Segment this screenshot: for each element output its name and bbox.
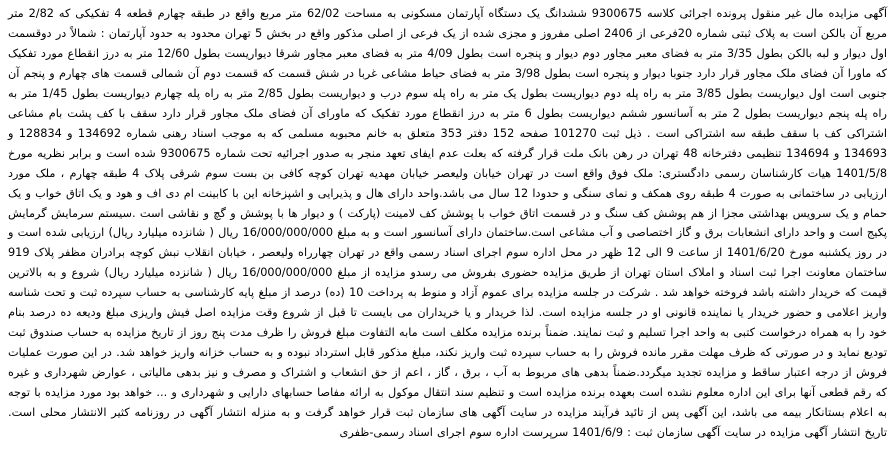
auction-notice-text: آگهی مزایده مال غیر منقول پرونده اجرائی کلاسه 9300675 ششدانگ یک دستگاه آپارتمان مسکونی به مساحت 62/02 متر مربع واقع در طبقه چهارم قطعه 4 تفکیکی که 2/82 متر مربع آن بالکن است به پلاک ثبتی شماره 20فرعی از 2406 اصلی مفروز و مجزی شده از یک فرعی از اصلی مذکور واقع در بخش 5 تهران محدود به حدود آپارتمان : شمالاً در دوقسمت اول دیوار و لبه بالکن بطول 3/35 متر به فضای معبر مجاور دوم دیوار و پنجره است بطول 4/09 متر به فضای معبر مجاور شرقا دیواریست بطول 12/60 متر به درز انقطاع مورد تفکیک که ماورا آن فضای ملک مجاور قرار دارد جنوبا دیوار و پنجره است بطول 3/98 متر به فضای حیاط مشاعی غربا در شش قسمت که قسمت دوم آن شمالی قسمت های چهارم و پنجم آن جنوبی است اول دیواریست بطول 3/85 متر به راه پله دوم دیواریست بطول یک متر به راه پله سوم درب و دیواریست بطول 2/85 متر به راه پله چهارم دیواریست بطول 1/45 متر به راه پله پنجم دیواریست بطول 2 متر به آسانسور ششم دیواریست بطول 6 متر به درز انقطاع مورد تفکیک که ماورای آن فضای ملک مجاور قرار دارد سقف با کف پشت بام مشاعی اشتراکی کف با سقف طبقه سه اشتراکی است . ذیل ثبت 101270 صفحه 152 دفتر 353 متعلق به خانم محبوبه مسلمی که به موجب اسناد رهنی شماره 134692 و 128834 و 134693 و 134694 تنظیمی دفترخانه 48 تهران در رهن بانک ملت قرار گرفته که بعلت عدم ایفای تعهد منجر به صدور اجرائیه تحت شماره 9300675 شده است و برابر نظریه مورخ 1401/5/8 هیات کارشناسان رسمی دادگستری: ملک فوق واقع است در تهران خیابان ولیعصر خیابان مهدیه تهران کوچه کافی بن بست سوم شرقی پلاک 4 طبقه چهارم ، ملک مورد ارزیابی در ساختمانی به صورت 4 طبقه روی همکف و نمای سنگی و حدودا 12 سال می باشد.واحد دارای هال و پذیرایی و اشپزخانه این با کابینت ام دی اف و هود و یک اتاق خواب و یک حمام و یک سرویس بهداشتی مجزا از هم پوشش کف سنگ و در قسمت اتاق خواب با پوشش کف لامینت (پارکت ) و دیوار ها با پوشش و گچ و نقاشی است .سیستم سرمایش گرمایش پکیج است و واحد دارای انشعابات برق و گاز اختصاصی و آب مشاعی است.ساختمان دارای آسانسور است و به مبلغ 16/000/000/000 ریال ( شانزده میلیارد ریال) ارزیابی شده است و در روز یکشنبه مورخ 1401/6/20 از ساعت 9 الی 12 ظهر در محل اداره سوم اجرای اسناد رسمی واقع در تهران چهارراه ولیعصر ، خیابان انقلاب نبش کوچه برادران مظفر پلاک 919 ساختمان معاونت اجرا ثبت اسناد و املاک استان تهران از طریق مزایده حضوری بفروش می رسدو مزایده از مبلغ 16/000/000/000 ریال ( شانزده میلیارد ریال) شروع و به بالاترین قیمت که خریدار داشته باشد فروخته خواهد شد . شرکت در جلسه مزایده برای عموم آزاد و منوط به پرداخت 10 (ده) درصد از مبلغ پایه کارشناسی به حساب سپرده ثبت و تحت شناسه واریز اعلامی و حضور خریدار یا نماینده قانونی او در جلسه مزایده است. لذا خریدار و یا خریداران می بایست تا قبل از شروع وقت مزایده اصل فیش واریزی مبلغ ودیعه ده درصد بنام خود را به همراه درخواست کتبی به واحد اجرا تسلیم و ثبت نمایند. ضمناً برنده مزایده مکلف است مابه التفاوت مبلغ فروش را ظرف مدت پنج روز از تاریخ مزایده به حساب صندوق ثبت تودیع نماید و در صورتی که ظرف مهلت مقرر مانده فروش را به حساب سپرده ثبت واریز نکند، مبلغ مذکور قابل استرداد نبوده و به حساب خزانه واریز خواهد شد. در این صورت عملیات فروش از درجه اعتبار ساقط و مزایده تجدید میگردد.ضمناً بدهی های مربوط به آب ، برق ، گاز ، اعم از حق انشعاب و اشتراک و مصرف و نیز بدهی مالیاتی ، عوارض شهرداری و غیره که رقم قطعی آنها برای این اداره معلوم نشده است بعهده برنده مزایده است و تنظیم سند انتقال موکول به ارائه مفاصا حسابهای دارایی و شهرداری و ... خواهد بود مورد مزایده با توجه به اعلام بستانکار بیمه می باشد، این آگهی پس از تائید فرآیند مزایده در سایت آگهی های سازمان ثبت قرار خواهد گرفت و به منزله انتشار آگهی در روزنامه کثیر الانتشار محلی است. تاریخ انتشار آگهی مزایده در سایت آگهی سازمان ثبت : 1401/6/9 سرپرست اداره سوم اجرای اسناد رسمی-ظفری: [8, 7, 888, 440]
